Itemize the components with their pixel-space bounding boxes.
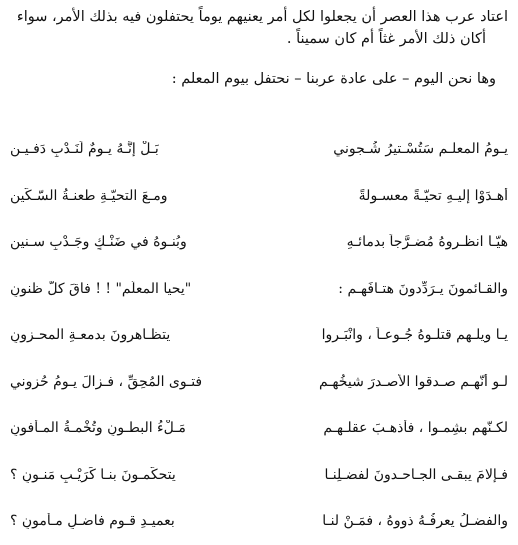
verse-second-hemistich: ومـعَ التحيّـةِ طعنـةُ السّـكّينِ bbox=[10, 187, 168, 204]
poem bbox=[10, 126, 508, 545]
poem-verse bbox=[10, 405, 508, 452]
verse-first-hemistich: يـومُ المعلـمِ سَتُسْـتيرُ شُـجوني bbox=[333, 141, 508, 158]
verse-second-hemistich: وبُنـوهُ في ضَنْـكٍ وجَـدْبِ سـنينِ bbox=[10, 234, 187, 251]
verse-second-hemistich: يتظـاهرونَ بدمعـةِ المحـزونِ bbox=[10, 327, 171, 344]
poem-verse bbox=[10, 266, 508, 313]
verse-second-hemistich: فتـوى المُحِقِّ ، فـزالَ يـومُ حُزوني bbox=[10, 373, 203, 390]
intro-line-1: اعتاد عرب هذا العصر أن يجعلوا لكل أمر يعنيهم يوماً يحتفلون فيه بذلك الأمر، سواء bbox=[16, 9, 508, 25]
verse-first-hemistich: أهـدَوْا إليـهِ تحيّـةً معسـولةً bbox=[358, 187, 508, 204]
intro-paragraph bbox=[10, 6, 508, 50]
verse-first-hemistich: فـإلامَ يبقـى الجـاحـدونَ لفضـلِنـا bbox=[324, 466, 508, 483]
intro-line-2: أكان ذلك الأمر غثاً أم كان سميناً . bbox=[286, 31, 486, 47]
poem-verse bbox=[10, 173, 508, 220]
verse-second-hemistich: بَـلْ إنَّـهُ يـومٌ لَنَـدْبِ دَفـيـنِ bbox=[10, 141, 159, 158]
verse-second-hemistich: يتحكّمـونَ بنـا كَرَيْـبِ مَنـونِ ؟ bbox=[10, 466, 176, 483]
poem-lead-in: وها نحن اليوم – على عادة عربنا – نحتفل بيوم المعلم : bbox=[171, 71, 496, 87]
verse-first-hemistich: هيّـا انظـروهُ مُضـرَّجاً بدمائـهِ bbox=[346, 234, 508, 251]
verse-first-hemistich: لكـنّهم بشِمـوا ، فأذهـبَ عقلـهـم bbox=[323, 420, 508, 437]
poem-verse bbox=[10, 498, 508, 545]
verse-first-hemistich: يـا ويلـهم قتلـوهُ جُـوعـاً ، وانْبَـروا bbox=[321, 327, 508, 344]
poem-verse bbox=[10, 219, 508, 266]
verse-second-hemistich: مَـلْءُ البطـونِ وتُخْمـةُ المـأفونِ bbox=[10, 420, 186, 437]
poem-verse bbox=[10, 126, 508, 173]
verse-first-hemistich: والقـائمونَ يـرَدِّدونَ هتـافَهـم : bbox=[338, 280, 508, 297]
verse-first-hemistich: لـو أنّهـم صـدقوا الأصـدرَ شيخُهـم bbox=[318, 373, 508, 390]
verse-second-hemistich: بعميـدِ قـومٍ فاضـلٍ مـأمونِ ؟ bbox=[10, 513, 175, 530]
poem-verse bbox=[10, 452, 508, 499]
verse-second-hemistich: "يحيا المعلّم" ! ! فاقَ كلَّ ظنونِ bbox=[10, 280, 192, 297]
verse-first-hemistich: والفضـلُ يعرفُـهُ ذووهُ ، فمَـنْ لنـا bbox=[322, 513, 508, 530]
poem-verse bbox=[10, 359, 508, 406]
poem-verse bbox=[10, 312, 508, 359]
